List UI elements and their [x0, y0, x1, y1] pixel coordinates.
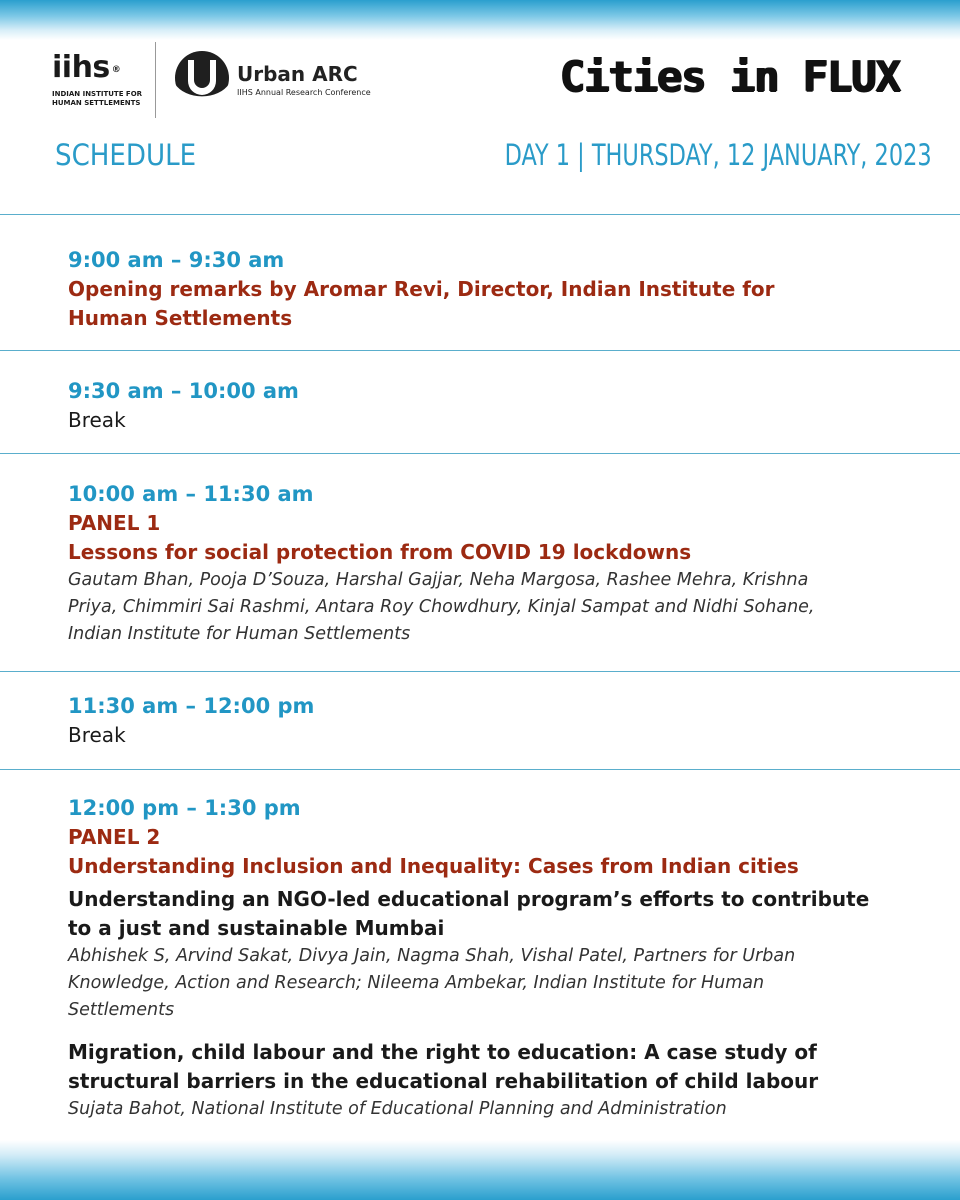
session-title-line: Human Settlements	[68, 306, 293, 330]
session-time: 10:00 am – 11:30 am	[68, 482, 314, 506]
iihs-logo-word: iihs	[52, 50, 110, 85]
panel-authors-line: Priya, Chimmiri Sai Rashmi, Antara Roy Chowdhury, Kinjal Sampat and Nidhi Sohane,	[68, 597, 815, 617]
panel-title: Lessons for social protection from COVID 19 lockdowns	[68, 540, 692, 564]
urban-arc-title: Urban ARC	[237, 62, 358, 86]
session-break-label: Break	[68, 408, 126, 432]
panel-authors-line: Indian Institute for Human Settlements	[68, 624, 411, 644]
session-time: 9:30 am – 10:00 am	[68, 379, 299, 403]
urban-arc-subtitle: IIHS Annual Research Conference	[237, 88, 371, 97]
session-break	[68, 692, 928, 750]
divider	[0, 350, 960, 351]
session-time: 12:00 pm – 1:30 pm	[68, 796, 301, 820]
registered-mark: ®	[111, 65, 121, 75]
logo-divider	[155, 42, 156, 118]
panel-authors-line: Gautam Bhan, Pooja D’Souza, Harshal Gajjar, Neha Margosa, Rashee Mehra, Krishna	[68, 570, 809, 590]
urban-arc-u-icon	[172, 48, 232, 108]
paper-authors-line: Knowledge, Action and Research; Nileema Ambekar, Indian Institute for Human	[68, 973, 765, 993]
session-time: 9:00 am – 9:30 am	[68, 248, 285, 272]
session-panel-2	[68, 794, 928, 1123]
bottom-gradient-bar	[0, 1140, 960, 1200]
paper-title-line: Understanding an NGO-led educational program’s efforts to contribute	[68, 887, 870, 911]
divider	[0, 671, 960, 672]
divider	[0, 214, 960, 215]
session-panel-1	[68, 480, 928, 648]
top-gradient-bar	[0, 0, 960, 40]
iihs-logo-subtitle-line1: INDIAN INSTITUTE FOR	[52, 90, 143, 98]
urban-arc-logo	[172, 48, 402, 110]
panel-label: PANEL 1	[68, 511, 161, 535]
paper-item	[68, 1038, 928, 1123]
divider	[0, 453, 960, 454]
divider	[0, 769, 960, 770]
event-title: Cities in FLUX	[560, 52, 901, 101]
session-break-label: Break	[68, 723, 126, 747]
paper-authors-line: Settlements	[68, 1000, 175, 1020]
iihs-logo	[52, 50, 148, 108]
paper-item	[68, 885, 928, 1024]
paper-authors-line: Sujata Bahot, National Institute of Educational Planning and Administration	[68, 1099, 727, 1119]
session-title-line: Opening remarks by Aromar Revi, Director, Indian Institute for	[68, 277, 775, 301]
panel-label: PANEL 2	[68, 825, 161, 849]
paper-title-line: structural barriers in the educational rehabilitation of child labour	[68, 1069, 819, 1093]
schedule-label: SCHEDULE	[55, 138, 197, 172]
paper-title-line: Migration, child labour and the right to education: A case study of	[68, 1040, 817, 1064]
day-label: DAY 1 | THURSDAY, 12 JANUARY, 2023	[504, 138, 932, 172]
iihs-logo-subtitle-line2: HUMAN SETTLEMENTS	[52, 99, 141, 107]
session-time: 11:30 am – 12:00 pm	[68, 694, 315, 718]
session-break	[68, 377, 928, 435]
paper-authors-line: Abhishek S, Arvind Sakat, Divya Jain, Nagma Shah, Vishal Patel, Partners for Urban	[68, 946, 796, 966]
session-opening	[68, 246, 928, 333]
paper-title-line: to a just and sustainable Mumbai	[68, 916, 445, 940]
panel-title: Understanding Inclusion and Inequality: Cases from Indian cities	[68, 854, 799, 878]
